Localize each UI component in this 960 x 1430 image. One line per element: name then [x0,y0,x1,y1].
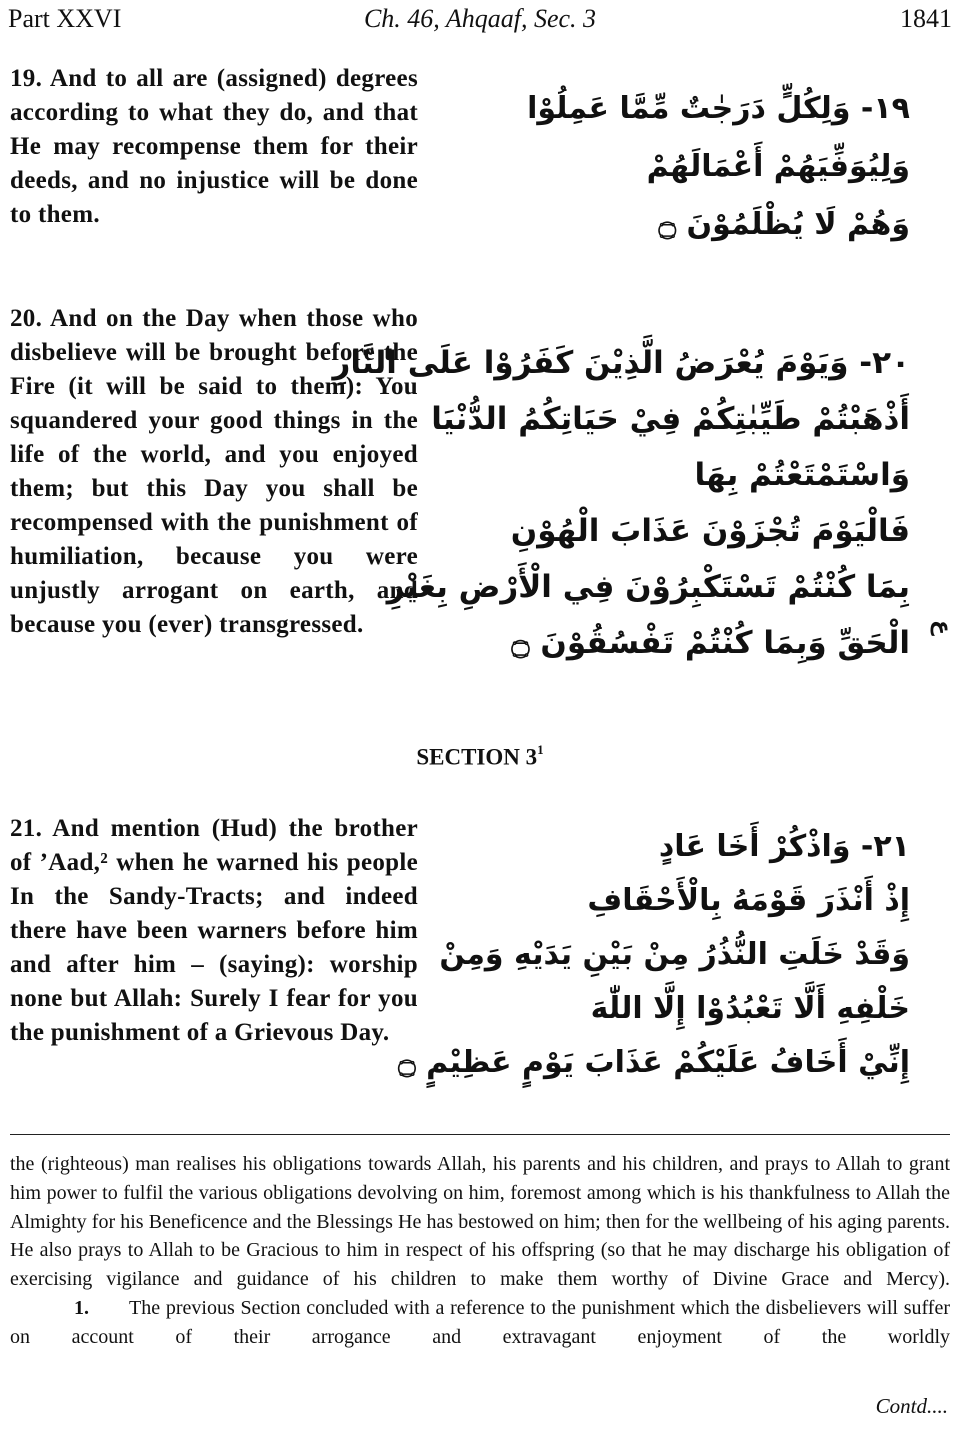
arabic-line: وَلِيُوَفِّيَهُمْ أَعْمَالَهُمْ [646,149,910,184]
running-header [8,4,952,38]
arabic-line: خَلْفِهِ أَلَّا تَعْبُدُوْا إِلَّا اللّٰهَ [590,991,910,1026]
arabic-line: وَاسْتَمْتَعْتُمْ بِهَا [694,457,910,493]
footnote-1-number: 1. [74,1296,89,1319]
verse-19-translation: 19. And to all are (assigned) degrees according to what they do, and that He may recompense them for their deeds, and no injustice will be done to them. [10,65,418,228]
verse-19-arabic [440,80,910,254]
arabic-line: وَهُمْ لَا يُظْلَمُوْنَ ۝ [658,207,910,242]
section-title: SECTION 3 [416,744,538,770]
verse-20-arabic [332,335,910,671]
arabic-line: ١٩- وَلِكُلٍّ دَرَجٰتٌ مِّمَّا عَمِلُوْا [527,91,910,126]
arabic-line: بِمَا كُنْتُمْ تَسْتَكْبِرُوْنَ فِي الْأَرْضِ بِغَيْرِ [386,569,910,605]
arabic-line: فَالْيَوْمَ تُجْزَوْنَ عَذَابَ الْهُوْنِ [510,513,910,549]
arabic-line: أَذْهَبْتُمْ طَيِّبٰتِكُمْ فِيْ حَيَاتِكُمُ الدُّنْيَا [431,401,910,437]
arabic-line: ٢٠- وَيَوْمَ يُعْرَضُ الَّذِيْنَ كَفَرُوْا عَلَى النَّارِ [332,345,910,381]
arabic-line: إِنِّيْ أَخَافُ عَلَيْكُمْ عَذَابَ يَوْمٍ عَظِيْمٍ ۝ [398,1045,910,1080]
arabic-line: ٢١- وَاذْكُرْ أَخَا عَادٍ [658,829,910,864]
part-label: Part XXVI [8,4,122,33]
verse-21-arabic [398,820,910,1090]
ruku-marker: ع [930,620,955,636]
footnote-1 [10,1294,950,1352]
arabic-line: الْحَقِّ وَبِمَا كُنْتُمْ تَفْسُقُوْنَ ۝ [511,625,910,661]
verse-21-translation: 21. And mention (Hud) the brother of ’Aad,² when he warned his people In the Sandy-Tracts; and indeed there have been warners before him and after him – (saying): worship none but Allah: Surely I fear for you the punishment of a Grievous Day. [10,815,418,1046]
verse-20-translation: 20. And on the Day when those who disbelieve will be brought before the Fire (it will be said to them): You squandered your good things in the life of the world, and you enjoyed them; but this Day you shall be recompensed with the punishment of humiliation, because you were unjustly arrogant on earth, and because you (ever) transgressed. [10,305,418,638]
page-number: 1841 [900,4,952,33]
chapter-title: Ch. 46, Ahqaaf, Sec. 3 [363,4,597,33]
footnote-continuation: the (righteous) man realises his obligations towards Allah, his parents and his children, and prays to Allah to grant him power to fulfil the various obligations devolving on him, foremost among which is his thankfulness to Allah the Almighty for his Beneficence and the Blessings He has bestowed on him; then for the wellbeing of his aging parents. He also prays to Allah to be Gracious to him in respect of his offspring (so that he may discharge his obligation of exercising vigilance and guidance of his children to make them worthy of Divine Grace and Mercy). [10,1153,950,1291]
continued-marker: Contd.... [875,1394,948,1418]
arabic-line: وَقَدْ خَلَتِ النُّذُرُ مِنْ بَيْنِ يَدَيْهِ وَمِنْ [439,937,910,972]
arabic-line: إِذْ أَنْذَرَ قَوْمَهُ بِالْأَحْقَافِ [587,883,910,918]
section-footnote-ref: 1 [537,742,544,757]
footnotes [10,1150,950,1352]
footnote-divider [10,1134,950,1135]
section-heading [0,744,960,771]
footnote-1-text: The previous Section concluded with a reference to the punishment which the disbelievers will suffer on account of their arrogance and extravagant enjoyment of the worldly [10,1296,950,1348]
